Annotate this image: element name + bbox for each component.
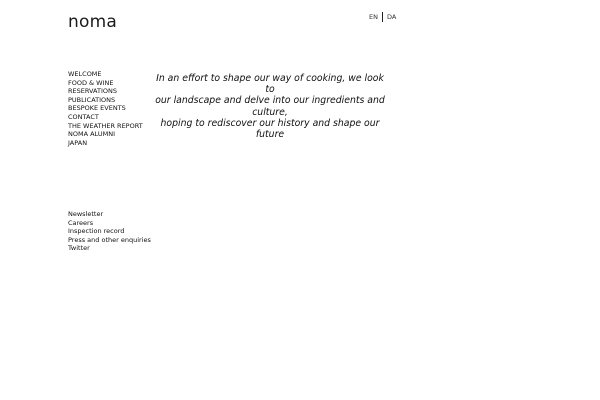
nav-link-noma-alumni[interactable]: NOMA ALUMNI bbox=[68, 130, 115, 139]
nav-link-publications[interactable]: PUBLICATIONS bbox=[68, 95, 116, 104]
nav-item-welcome bbox=[68, 70, 143, 79]
nav-link-bespoke-events[interactable]: BESPOKE EVENTS bbox=[68, 104, 126, 113]
subnav-link-twitter[interactable]: Twitter bbox=[68, 244, 90, 253]
subnav-link-newsletter[interactable]: Newsletter bbox=[68, 210, 104, 218]
nav-item-publications bbox=[68, 96, 143, 105]
tagline-line: our landscape and delve into our ingredients and bbox=[155, 95, 385, 107]
nav-item-contact bbox=[68, 113, 143, 122]
nav-link-contact[interactable]: CONTACT bbox=[68, 112, 99, 121]
tagline-line: hoping to rediscover our history and shape our future bbox=[160, 117, 380, 141]
tagline bbox=[150, 73, 390, 140]
nav-link-weather-report[interactable]: THE WEATHER REPORT bbox=[68, 121, 143, 130]
nav-item-bespoke-events bbox=[68, 104, 143, 113]
nav-item-reservations bbox=[68, 87, 143, 96]
subnav-item-inspection-record bbox=[68, 227, 151, 236]
subnav-link-press[interactable]: Press and other enquiries bbox=[68, 235, 151, 244]
tagline-line: culture, bbox=[252, 106, 288, 118]
language-da-link[interactable]: DA bbox=[386, 13, 397, 21]
tagline-line: In an effort to shape our way of cooking, we look to bbox=[156, 73, 384, 96]
nav-item-weather-report bbox=[68, 122, 143, 131]
nav-item-food-wine bbox=[68, 79, 143, 88]
nav-link-food-wine[interactable]: FOOD & WINE bbox=[68, 78, 114, 87]
subnav-item-press bbox=[68, 236, 151, 245]
subnav-item-careers bbox=[68, 219, 151, 228]
subnav-link-inspection-record[interactable]: Inspection record bbox=[68, 227, 125, 236]
nav-link-reservations[interactable]: RESERVATIONS bbox=[68, 87, 117, 96]
language-en-link[interactable]: EN bbox=[369, 13, 378, 21]
secondary-navigation bbox=[68, 210, 151, 253]
noma-logo-link[interactable]: noma bbox=[68, 12, 117, 32]
language-divider bbox=[382, 12, 383, 22]
nav-item-noma-alumni bbox=[68, 130, 143, 139]
main-navigation bbox=[68, 70, 143, 147]
subnav-item-twitter bbox=[68, 244, 151, 253]
nav-link-welcome[interactable]: WELCOME bbox=[68, 70, 102, 78]
subnav-link-careers[interactable]: Careers bbox=[68, 218, 94, 227]
subnav-item-newsletter bbox=[68, 210, 151, 219]
nav-link-japan[interactable]: JAPAN bbox=[68, 138, 88, 147]
nav-item-japan bbox=[68, 139, 143, 148]
language-switcher bbox=[369, 12, 396, 22]
